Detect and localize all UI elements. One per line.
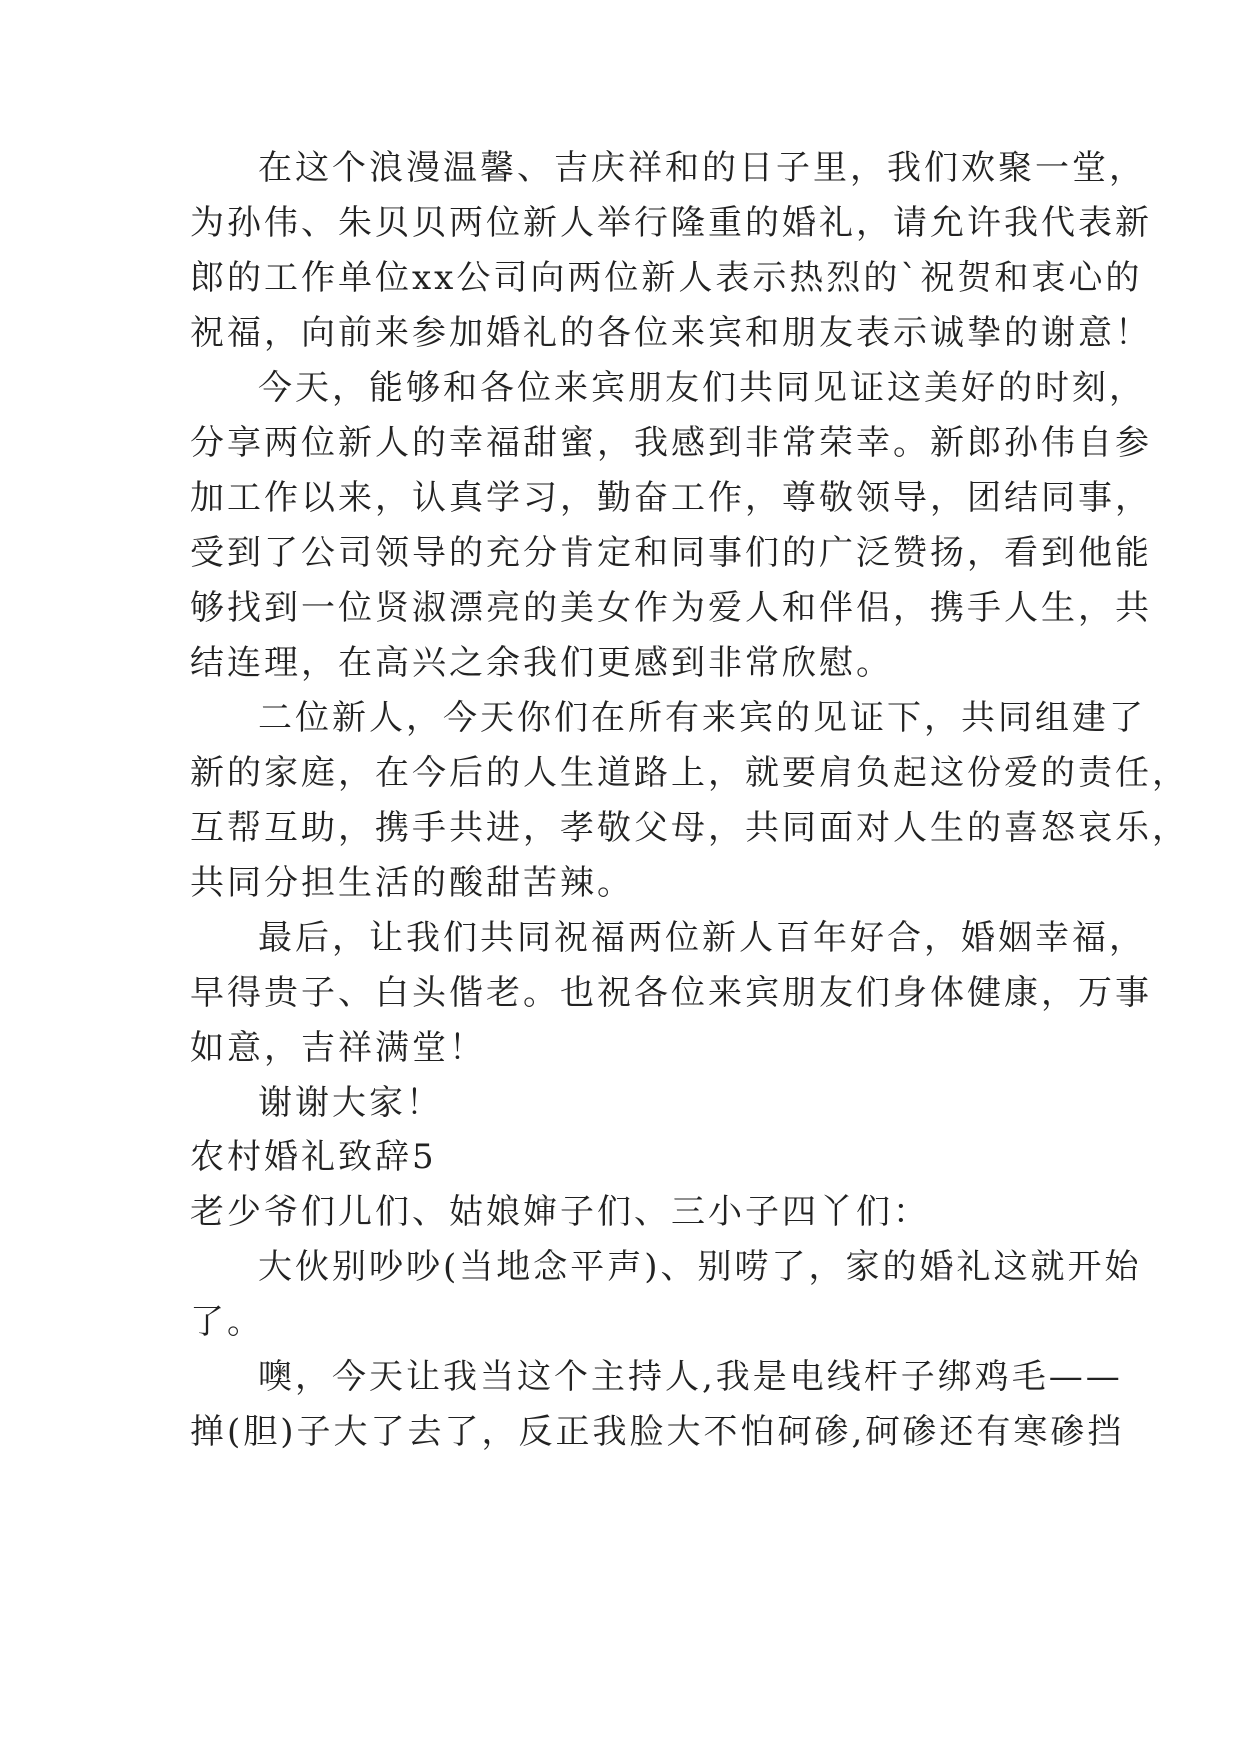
text-line: 新的家庭，在今后的人生道路上，就要肩负起这份爱的责任， bbox=[190, 753, 1189, 793]
text-line: 二位新人，今天你们在所有来宾的见证下，共同组建了 bbox=[258, 698, 1146, 738]
text-line: 最后，让我们共同祝福两位新人百年好合，婚姻幸福， bbox=[258, 918, 1146, 958]
text-line: 今天，能够和各位来宾朋友们共同见证这美好的时刻， bbox=[258, 368, 1146, 408]
text-line: 加工作以来，认真学习，勤奋工作，尊敬领导，团结同事， bbox=[190, 478, 1152, 518]
text-line: 郎的工作单位xx公司向两位新人表示热烈的`祝贺和衷心的 bbox=[190, 258, 1143, 298]
text-line: 早得贵子、白头偕老。也祝各位来宾朋友们身体健康，万事 bbox=[190, 973, 1152, 1013]
text-line: 在这个浪漫温馨、吉庆祥和的日子里，我们欢聚一堂， bbox=[258, 148, 1146, 188]
text-line: 掸(胆)子大了去了，反正我脸大不怕砢碜,砢碜还有寒碜挡 bbox=[190, 1412, 1125, 1452]
text-line: 如意，吉祥满堂！ bbox=[190, 1028, 486, 1068]
text-line: 为孙伟、朱贝贝两位新人举行隆重的婚礼，请允许我代表新 bbox=[190, 203, 1152, 243]
text-line: 祝福，向前来参加婚礼的各位来宾和朋友表示诚挚的谢意！ bbox=[190, 313, 1152, 353]
text-line: 受到了公司领导的充分肯定和同事们的广泛赞扬，看到他能 bbox=[190, 533, 1152, 573]
text-line: 分享两位新人的幸福甜蜜，我感到非常荣幸。新郎孙伟自参 bbox=[190, 423, 1152, 463]
text-line: 谢谢大家！ bbox=[258, 1083, 443, 1123]
text-line: 互帮互助，携手共进，孝敬父母，共同面对人生的喜怒哀乐， bbox=[190, 808, 1189, 848]
text-line: 老少爷们儿们、姑娘婶子们、三小子四丫们： bbox=[190, 1192, 930, 1232]
text-line: 噢，今天让我当这个主持人,我是电线杆子绑鸡毛—— bbox=[258, 1357, 1123, 1397]
text-line: 够找到一位贤淑漂亮的美女作为爱人和伴侣，携手人生，共 bbox=[190, 588, 1152, 628]
section-heading: 农村婚礼致辞5 bbox=[190, 1137, 437, 1177]
text-line: 了。 bbox=[190, 1302, 264, 1342]
text-line: 共同分担生活的酸甜苦辣。 bbox=[190, 863, 634, 903]
text-line: 结连理，在高兴之余我们更感到非常欣慰。 bbox=[190, 643, 893, 683]
text-line: 大伙别吵吵(当地念平声)、别唠了，家的婚礼这就开始 bbox=[258, 1247, 1142, 1287]
